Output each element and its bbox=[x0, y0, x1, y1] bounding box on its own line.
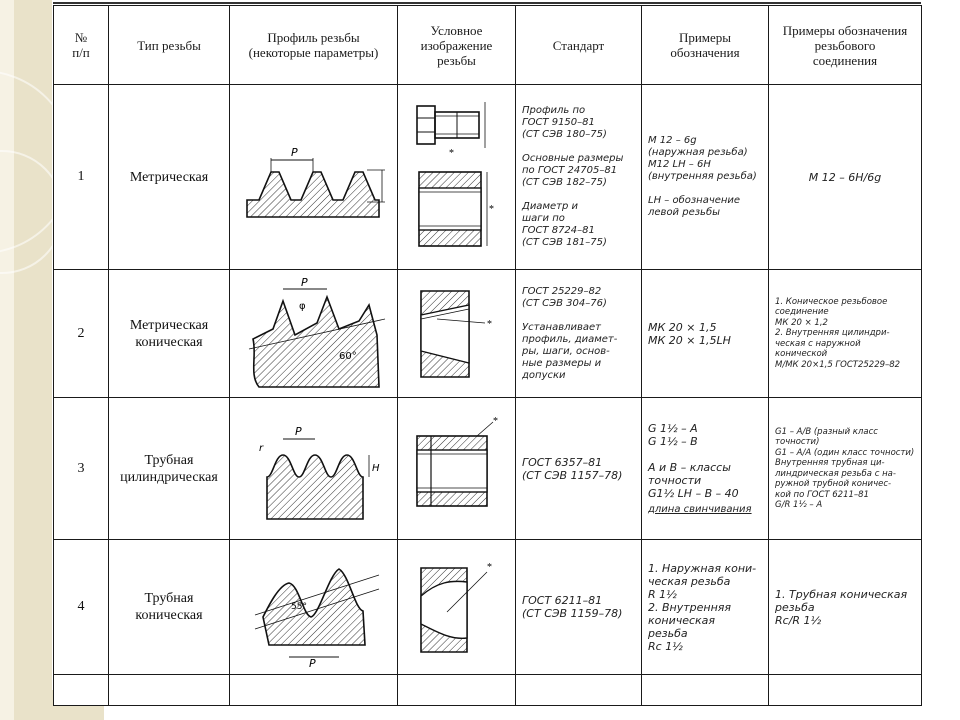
row-number: 3 bbox=[54, 398, 109, 540]
header-num: № п/п bbox=[54, 6, 109, 85]
phi-label: φ bbox=[298, 300, 306, 312]
pipe-conical-profile-drawing bbox=[239, 545, 389, 669]
annotation-mark: * bbox=[488, 204, 494, 215]
annotation-mark: * bbox=[492, 415, 498, 427]
standard-cell bbox=[516, 270, 642, 398]
angle-label: 55° bbox=[290, 602, 307, 612]
annotation-mark: * bbox=[486, 562, 492, 573]
decorative-ring bbox=[0, 150, 52, 274]
header-type: Тип резьбы bbox=[109, 6, 230, 85]
conical-nut-image bbox=[407, 279, 507, 389]
standard-cell bbox=[516, 85, 642, 270]
profile-drawing bbox=[230, 85, 398, 270]
table-row bbox=[54, 398, 922, 540]
metric-profile-drawing bbox=[239, 122, 389, 232]
conventional-image bbox=[398, 85, 516, 270]
row-number: 2 bbox=[54, 270, 109, 398]
radius-label: r bbox=[258, 442, 263, 454]
conical-pipe-nut-image bbox=[407, 552, 507, 662]
header-examples: Примеры обозначения bbox=[642, 6, 769, 85]
row-number: 1 bbox=[54, 85, 109, 270]
pitch-label: P bbox=[294, 424, 302, 438]
examples-cell bbox=[642, 85, 769, 270]
metric-conical-profile-drawing bbox=[239, 275, 389, 393]
header-standard: Стандарт bbox=[516, 6, 642, 85]
standard-cell bbox=[516, 398, 642, 540]
examples-text: G 1½ – A G 1½ – B A и B – классы точности G1½ LH – B – 40 bbox=[648, 421, 739, 500]
standard-text: ГОСТ 25229–82 (СТ СЭВ 304–76) Устанавливает профиль, диамет- ры, шаги, основ- ные размеры и допуски bbox=[522, 285, 618, 381]
conventional-image bbox=[398, 398, 516, 540]
joint-text: 1. Трубная коническая резьба Rc/R 1½ bbox=[775, 587, 908, 627]
examples-cell bbox=[642, 540, 769, 675]
conventional-image bbox=[398, 270, 516, 398]
joint-cell bbox=[769, 270, 922, 398]
standard-cell bbox=[516, 540, 642, 675]
decorative-side-strip bbox=[0, 0, 52, 720]
header-row bbox=[54, 6, 922, 85]
pipe-nut-image bbox=[407, 414, 507, 524]
row-number: 4 bbox=[54, 540, 109, 675]
table-row bbox=[54, 270, 922, 398]
header-image: Условное изображение резьбы bbox=[398, 6, 516, 85]
metric-bolt-nut-image bbox=[407, 92, 507, 262]
thread-types-table bbox=[53, 5, 922, 706]
thread-type: Метрическая коническая bbox=[109, 270, 230, 398]
examples-cell bbox=[642, 270, 769, 398]
height-label: H bbox=[371, 462, 380, 474]
examples-cell bbox=[642, 398, 769, 540]
standard-text: ГОСТ 6357–81 (СТ СЭВ 1157–78) bbox=[522, 455, 623, 482]
pitch-label: P bbox=[300, 275, 308, 289]
profile-drawing bbox=[230, 398, 398, 540]
examples-text: МК 20 × 1,5 МК 20 × 1,5LH bbox=[648, 320, 731, 347]
profile-drawing bbox=[230, 270, 398, 398]
top-rule bbox=[53, 2, 921, 4]
conventional-image bbox=[398, 540, 516, 675]
standard-text: ГОСТ 6211–81 (СТ СЭВ 1159–78) bbox=[522, 594, 623, 620]
standard-text: Профиль по ГОСТ 9150–81 (СТ СЭВ 180–75) Основные размеры по ГОСТ 24705–81 (СТ СЭВ 182–75) Диаметр и шаги по ГОСТ 8724–81 (СТ СЭВ 181–75) bbox=[522, 105, 624, 248]
joint-text: М 12 – 6H/6g bbox=[808, 170, 882, 184]
profile-drawing bbox=[230, 540, 398, 675]
pitch-label: P bbox=[308, 657, 316, 669]
pitch-label: P bbox=[290, 146, 298, 159]
pipe-cylindrical-profile-drawing bbox=[239, 409, 389, 529]
joint-cell bbox=[769, 398, 922, 540]
header-joint: Примеры обозначения резьбового соединения bbox=[769, 6, 922, 85]
thread-type: Трубная коническая bbox=[109, 540, 230, 675]
table-row bbox=[54, 540, 922, 675]
joint-text: G1 – A/B (разный класс точности) G1 – A/A (один класс точности) Внутренняя трубная ци- линдрическая резьба с на- ружной трубной коничес- кой по ГОСТ 6211–81 G/R 1½ – A bbox=[775, 426, 915, 510]
annotation-mark: * bbox=[486, 318, 492, 330]
thread-type: Трубная цилиндрическая bbox=[109, 398, 230, 540]
thread-type: Метрическая bbox=[109, 85, 230, 270]
table-row bbox=[54, 85, 922, 270]
header-profile: Профиль резьбы (некоторые параметры) bbox=[230, 6, 398, 85]
joint-cell bbox=[769, 85, 922, 270]
annotation-mark: * bbox=[448, 148, 454, 159]
table-row-partial bbox=[54, 675, 922, 706]
examples-note: длина свинчивания bbox=[648, 503, 752, 515]
examples-text: 1. Наружная кони- ческая резьба R 1½ 2. Внутренняя коническая резьба Rc 1½ bbox=[648, 561, 757, 653]
angle-label: 60° bbox=[338, 350, 357, 362]
joint-text: 1. Коническое резьбовое соединение МК 20 × 1,2 2. Внутренняя цилиндри- ческая с наружной конической М/МК 20×1,5 ГОСТ25229–82 bbox=[775, 296, 901, 370]
examples-text: М 12 – 6g (наружная резьба) М12 LH – 6H (внутренняя резьба) LH – обозначение левой резьбы bbox=[648, 135, 757, 218]
joint-cell bbox=[769, 540, 922, 675]
